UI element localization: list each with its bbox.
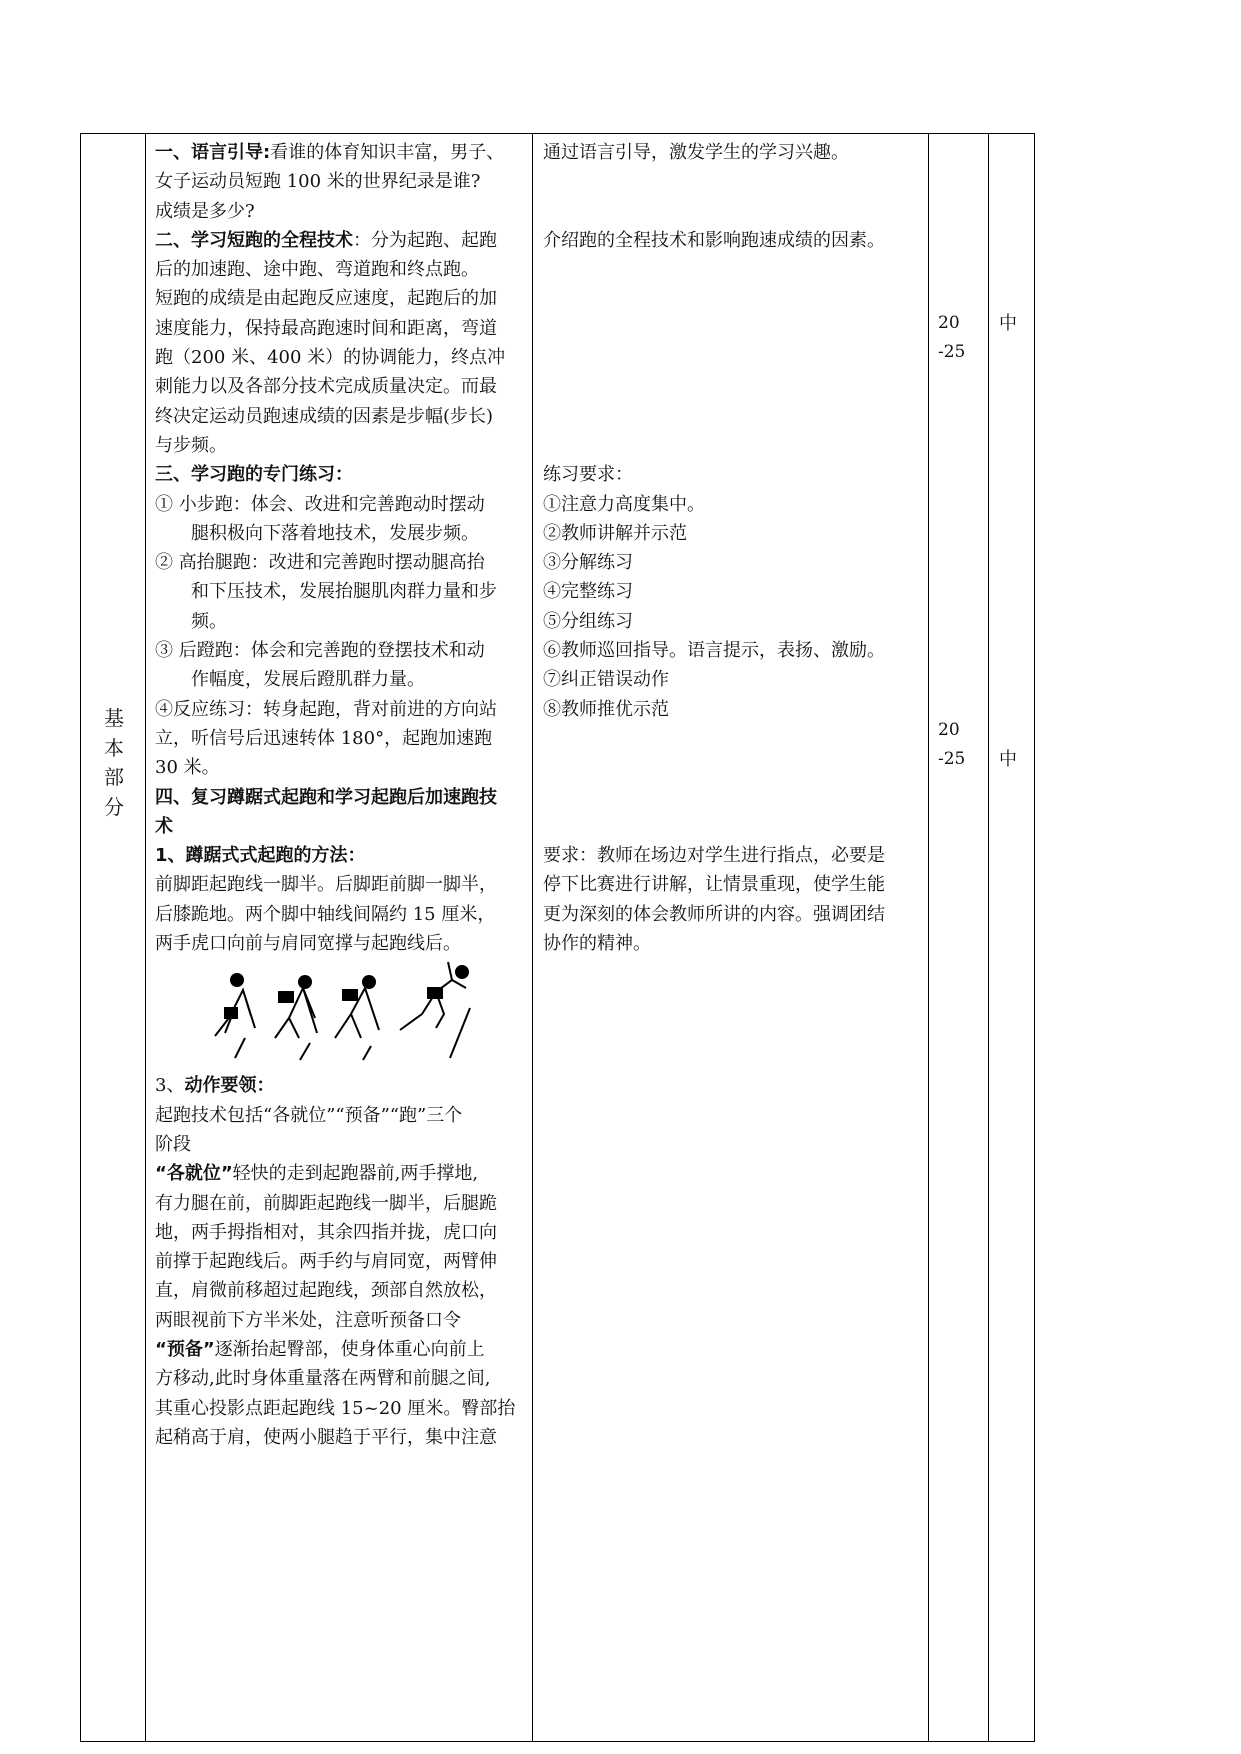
text-segment: 直，肩微前移超过起跑线，颈部自然放松， xyxy=(155,1280,497,1302)
text-segment: 通过语言引导，激发学生的学习兴趣。 xyxy=(543,142,849,163)
text-line xyxy=(543,724,885,753)
text-segment: 立，听信号后迅速转体 180°，起跑加速跑 xyxy=(155,727,493,749)
section-char: 基 xyxy=(104,706,124,730)
text-line xyxy=(155,343,535,372)
text-line xyxy=(155,783,535,812)
text-line xyxy=(155,1423,535,1452)
text-segment: ④完整练习 xyxy=(543,581,633,603)
text-line xyxy=(543,138,885,167)
text-segment: 速度能力，保持最高跑速时间和距离，弯道 xyxy=(155,317,497,339)
text-line xyxy=(155,1159,535,1188)
text-segment: ③分解练习 xyxy=(543,552,633,574)
text-line xyxy=(155,870,535,899)
text-line xyxy=(543,783,885,812)
text-line xyxy=(155,226,535,255)
bold-heading: 二、学习短跑的全程技术 xyxy=(155,229,353,251)
text-segment: ① 小步跑：体会、改进和完善跑动时摆动 xyxy=(155,493,485,515)
text-segment: 短跑的成绩是由起跑反应速度，起跑后的加 xyxy=(155,288,497,310)
column-divider xyxy=(145,134,146,1741)
crouch-start-illustration xyxy=(155,958,535,1071)
text-line xyxy=(155,753,535,782)
text-segment: 30 米。 xyxy=(155,757,220,779)
text-segment: 两手虎口向前与肩同宽撑与起跑线后。 xyxy=(155,933,461,955)
text-line xyxy=(155,841,535,870)
text-line xyxy=(543,519,885,548)
time-value: -25 xyxy=(938,749,966,770)
text-segment: 其重心投影点距起跑线 15~20 厘米。臀部抬 xyxy=(155,1397,516,1419)
column-divider xyxy=(988,134,989,1741)
text-line xyxy=(155,1276,535,1305)
text-line xyxy=(543,490,885,519)
text-segment: 地，两手拇指相对，其余四指并拢，虎口向 xyxy=(155,1221,497,1243)
text-segment: ④反应练习：转身起跑，背对前进的方向站 xyxy=(155,698,497,720)
text-line xyxy=(543,226,885,255)
text-line xyxy=(543,636,885,665)
text-line xyxy=(155,1189,535,1218)
text-line xyxy=(543,548,885,577)
text-segment: 3、 xyxy=(155,1075,185,1097)
section-char: 本 xyxy=(104,735,124,760)
text-line xyxy=(543,343,885,372)
bold-heading: 1、蹲踞式式起跑的方法： xyxy=(155,845,366,867)
teaching-content xyxy=(155,138,535,1452)
text-segment: 成绩是多少? xyxy=(155,200,255,222)
bold-heading: “预备” xyxy=(155,1338,215,1360)
time-value: 20 xyxy=(938,313,960,333)
text-line xyxy=(155,1394,535,1423)
text-line xyxy=(155,402,535,431)
text-line xyxy=(155,1071,535,1100)
text-segment: ⑦纠正错误动作 xyxy=(543,669,669,691)
text-line xyxy=(543,284,885,313)
text-line xyxy=(543,402,885,431)
text-line xyxy=(543,900,885,929)
section-label xyxy=(101,704,127,822)
text-line xyxy=(155,1130,535,1159)
text-segment: ⑥教师巡回指导。语言提示，表扬、激励。 xyxy=(543,640,885,662)
text-line xyxy=(155,314,535,343)
text-line xyxy=(155,167,535,196)
time-minutes-2 xyxy=(938,716,965,775)
text-line xyxy=(155,1335,535,1364)
bold-heading: 四、复习蹲踞式起跑和学习起跑后加速跑技 xyxy=(155,786,497,808)
text-segment: 有力腿在前，前脚距起跑线一脚半，后腿跪 xyxy=(155,1192,497,1214)
text-line xyxy=(155,607,535,636)
bold-heading: 一、语言引导: xyxy=(155,142,271,163)
text-line xyxy=(543,929,885,958)
text-segment: 介绍跑的全程技术和影响跑速成绩的因素。 xyxy=(543,229,885,251)
text-line xyxy=(543,255,885,284)
text-line xyxy=(155,900,535,929)
text-line xyxy=(155,548,535,577)
text-line xyxy=(155,636,535,665)
text-line xyxy=(543,197,885,226)
column-divider xyxy=(928,134,929,1741)
text-line xyxy=(543,665,885,694)
text-line xyxy=(543,372,885,401)
time-value: -25 xyxy=(938,342,966,363)
text-segment: 与步频。 xyxy=(155,434,227,456)
intensity-2: 中 xyxy=(999,749,1017,770)
text-segment: 方移动,此时身体重量落在两臂和前腿之间, xyxy=(155,1368,491,1390)
text-line xyxy=(155,460,535,489)
section-char: 分 xyxy=(104,794,124,819)
text-segment: 作幅度，发展后蹬肌群力量。 xyxy=(191,669,425,691)
text-segment: 轻快的走到起跑器前,两手撑地, xyxy=(232,1163,479,1185)
teaching-method xyxy=(543,138,885,958)
intensity-1: 中 xyxy=(999,313,1017,334)
text-line xyxy=(155,665,535,694)
text-segment: ：分为起跑、起跑 xyxy=(353,229,497,251)
text-line xyxy=(543,870,885,899)
text-line xyxy=(155,724,535,753)
text-segment: ②教师讲解并示范 xyxy=(543,522,687,544)
text-segment: 要求：教师在场边对学生进行指点，必要是 xyxy=(543,845,885,867)
text-line xyxy=(543,607,885,636)
text-line xyxy=(155,929,535,958)
text-segment: 后的加速跑、途中跑、弯道跑和终点跑。 xyxy=(155,259,479,281)
text-line xyxy=(543,167,885,196)
text-line xyxy=(155,695,535,724)
time-value: 20 xyxy=(938,720,960,740)
text-line xyxy=(155,1218,535,1247)
text-segment: 跑（200 米、400 米）的协调能力，终点冲 xyxy=(155,347,506,369)
text-line xyxy=(155,1364,535,1393)
text-segment: 两眼视前下方半米处，注意听预备口令 xyxy=(155,1309,461,1331)
text-line xyxy=(155,255,535,284)
text-line xyxy=(155,284,535,313)
text-line xyxy=(543,314,885,343)
text-segment: ③ 后蹬跑：体会和完善跑的登摆技术和动 xyxy=(155,640,485,662)
text-line xyxy=(543,753,885,782)
text-segment: 前脚距起跑线一脚半。后脚距前脚一脚半， xyxy=(155,874,497,896)
text-segment: ⑤分组练习 xyxy=(543,610,633,632)
text-segment: 终决定运动员跑速成绩的因素是步幅(步长) xyxy=(155,405,494,427)
text-line xyxy=(543,431,885,460)
text-line xyxy=(155,372,535,401)
text-line xyxy=(155,1306,535,1335)
text-segment: 后膝跪地。两个脚中轴线间隔约 15 厘米， xyxy=(155,903,496,925)
text-segment: 起跑技术包括“各就位”“预备”“跑”三个 xyxy=(155,1104,463,1126)
text-segment: 前撑于起跑线后。两手约与肩同宽，两臂伸 xyxy=(155,1251,497,1273)
text-line xyxy=(155,812,535,841)
text-line xyxy=(543,841,885,870)
time-minutes-1 xyxy=(938,309,965,368)
bold-heading: 术 xyxy=(155,815,173,837)
text-segment: 起稍高于肩，使两小腿趋于平行，集中注意 xyxy=(155,1426,497,1448)
text-segment: 看谁的体育知识丰富，男子、 xyxy=(270,142,505,163)
text-line xyxy=(155,431,535,460)
section-char: 部 xyxy=(104,765,124,789)
text-segment: ⑧教师推优示范 xyxy=(543,698,669,720)
text-segment: 频。 xyxy=(191,610,227,632)
text-segment: 协作的精神。 xyxy=(543,933,651,955)
text-segment: 女子运动员短跑 100 米的世界纪录是谁? xyxy=(155,171,481,193)
bold-heading: 三、学习跑的专门练习： xyxy=(155,464,353,486)
text-line xyxy=(155,1247,535,1276)
text-line xyxy=(543,577,885,606)
text-line xyxy=(155,577,535,606)
text-segment: ①注意力高度集中。 xyxy=(543,493,705,515)
text-line xyxy=(155,490,535,519)
text-segment: 刺能力以及各部分技术完成质量决定。而最 xyxy=(155,376,497,398)
text-segment: 更为深刻的体会教师所讲的内容。强调团结 xyxy=(543,903,885,925)
text-line xyxy=(543,460,885,489)
bold-heading: “各就位” xyxy=(155,1163,233,1185)
text-segment: 停下比赛进行讲解，让情景重现，使学生能 xyxy=(543,874,885,896)
text-segment: ② 高抬腿跑：改进和完善跑时摆动腿高抬 xyxy=(155,552,485,574)
text-segment: 和下压技术，发展抬腿肌肉群力量和步 xyxy=(191,581,497,603)
text-segment: 阶段 xyxy=(155,1133,191,1155)
text-line xyxy=(155,519,535,548)
text-line xyxy=(155,197,535,226)
text-line xyxy=(543,812,885,841)
text-line xyxy=(155,138,535,167)
text-segment: 练习要求： xyxy=(543,464,633,486)
text-line xyxy=(155,1101,535,1130)
text-segment: 逐渐抬起臀部，使身体重心向前上 xyxy=(214,1338,485,1360)
text-line xyxy=(543,695,885,724)
text-segment: 腿积极向下落着地技术，发展步频。 xyxy=(191,522,479,544)
bold-heading: 动作要领： xyxy=(184,1075,275,1097)
lesson-plan-table xyxy=(80,133,1035,1742)
